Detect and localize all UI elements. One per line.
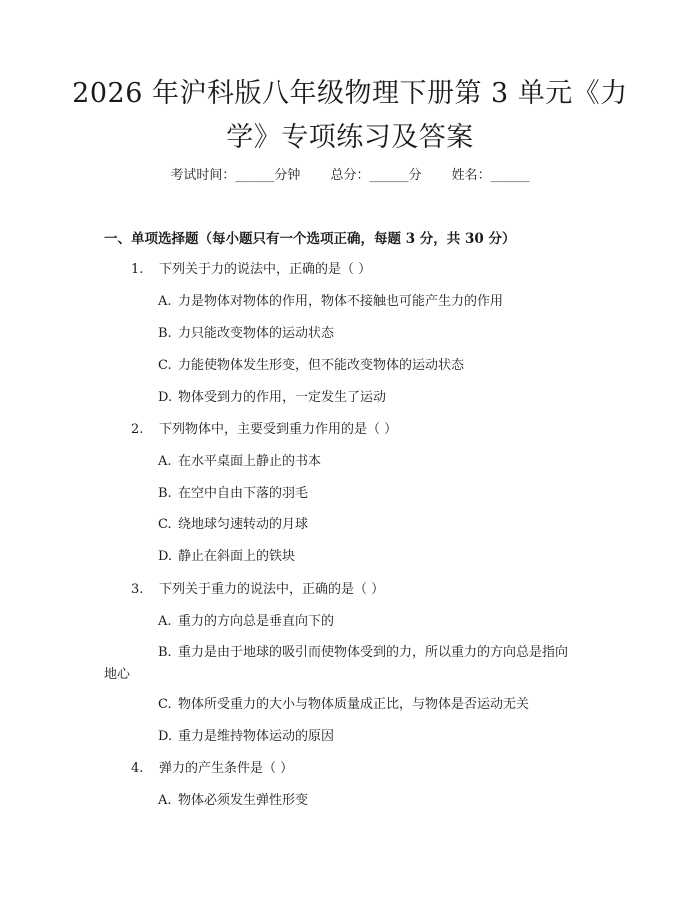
exam-time: 考试时间：______分钟 [170, 168, 301, 183]
option-label: D. [158, 390, 173, 405]
q3-option-b [158, 643, 568, 663]
q2-option-c [158, 515, 308, 535]
option-label: D. [158, 729, 173, 744]
question-number: 1. [131, 262, 144, 277]
question-text: 下列物体中，主要受到重力作用的是（ ） [159, 422, 398, 437]
option-label: C. [158, 517, 172, 532]
option-label: D. [158, 549, 173, 564]
q2-option-b [158, 484, 308, 504]
option-text: 力只能改变物体的运动状态 [178, 326, 335, 341]
exam-info [0, 166, 700, 186]
q1-option-d [158, 388, 386, 408]
question-text: 弹力的产生条件是（ ） [159, 761, 294, 776]
q1-option-b [158, 324, 334, 344]
option-text: 绕地球匀速转动的月球 [178, 517, 309, 532]
student-name: 姓名：______ [451, 168, 530, 183]
q3-option-d [158, 727, 334, 747]
option-text: 重力是维持物体运动的原因 [178, 729, 335, 744]
q1-option-a [158, 292, 503, 312]
total-score: 总分：______分 [330, 168, 422, 183]
question-text: 下列关于力的说法中，正确的是（ ） [159, 262, 372, 277]
option-label: A. [158, 614, 172, 629]
question-1 [131, 260, 371, 280]
option-text: 重力的方向总是垂直向下的 [178, 614, 335, 629]
option-label: A. [158, 294, 172, 309]
option-text: 物体必须发生弹性形变 [178, 793, 309, 808]
document-title [60, 72, 640, 160]
option-label: C. [158, 697, 172, 712]
option-text: 物体所受重力的大小与物体质量成正比，与物体是否运动无关 [178, 697, 530, 712]
question-number: 4. [131, 761, 144, 776]
question-number: 3. [131, 582, 144, 597]
title-line-1: 2026 年沪科版八年级物理下册第 3 单元《力 [72, 78, 628, 109]
option-label: B. [158, 486, 172, 501]
q3-option-b-continuation: 地心 [104, 667, 131, 682]
question-number: 2. [131, 422, 144, 437]
question-2 [131, 420, 397, 440]
option-text: 物体受到力的作用，一定发生了运动 [178, 390, 387, 405]
question-text: 下列关于重力的说法中，正确的是（ ） [159, 582, 385, 597]
option-text: 力能使物体发生形变，但不能改变物体的运动状态 [178, 358, 465, 373]
question-4 [131, 759, 293, 779]
option-label: B. [158, 645, 172, 660]
q2-option-a [158, 452, 321, 472]
option-text: 静止在斜面上的铁块 [178, 549, 296, 564]
option-label: A. [158, 793, 172, 808]
section-heading: 一、单项选择题（每小题只有一个选项正确，每题 3 分，共 30 分） [104, 231, 516, 247]
option-text: 重力是由于地球的吸引而使物体受到的力，所以重力的方向总是指向 [178, 645, 569, 660]
q2-option-d [158, 547, 295, 567]
question-3 [131, 580, 384, 600]
option-text: 在水平桌面上静止的书本 [178, 454, 322, 469]
q1-option-c [158, 356, 464, 376]
q3-option-c [158, 695, 529, 715]
option-label: B. [158, 326, 172, 341]
title-line-2: 学》专项练习及答案 [226, 122, 474, 153]
option-text: 力是物体对物体的作用，物体不接触也可能产生力的作用 [178, 294, 504, 309]
option-label: C. [158, 358, 172, 373]
option-label: A. [158, 454, 172, 469]
option-text: 在空中自由下落的羽毛 [178, 486, 309, 501]
q3-option-a [158, 612, 334, 632]
q4-option-a [158, 791, 308, 811]
